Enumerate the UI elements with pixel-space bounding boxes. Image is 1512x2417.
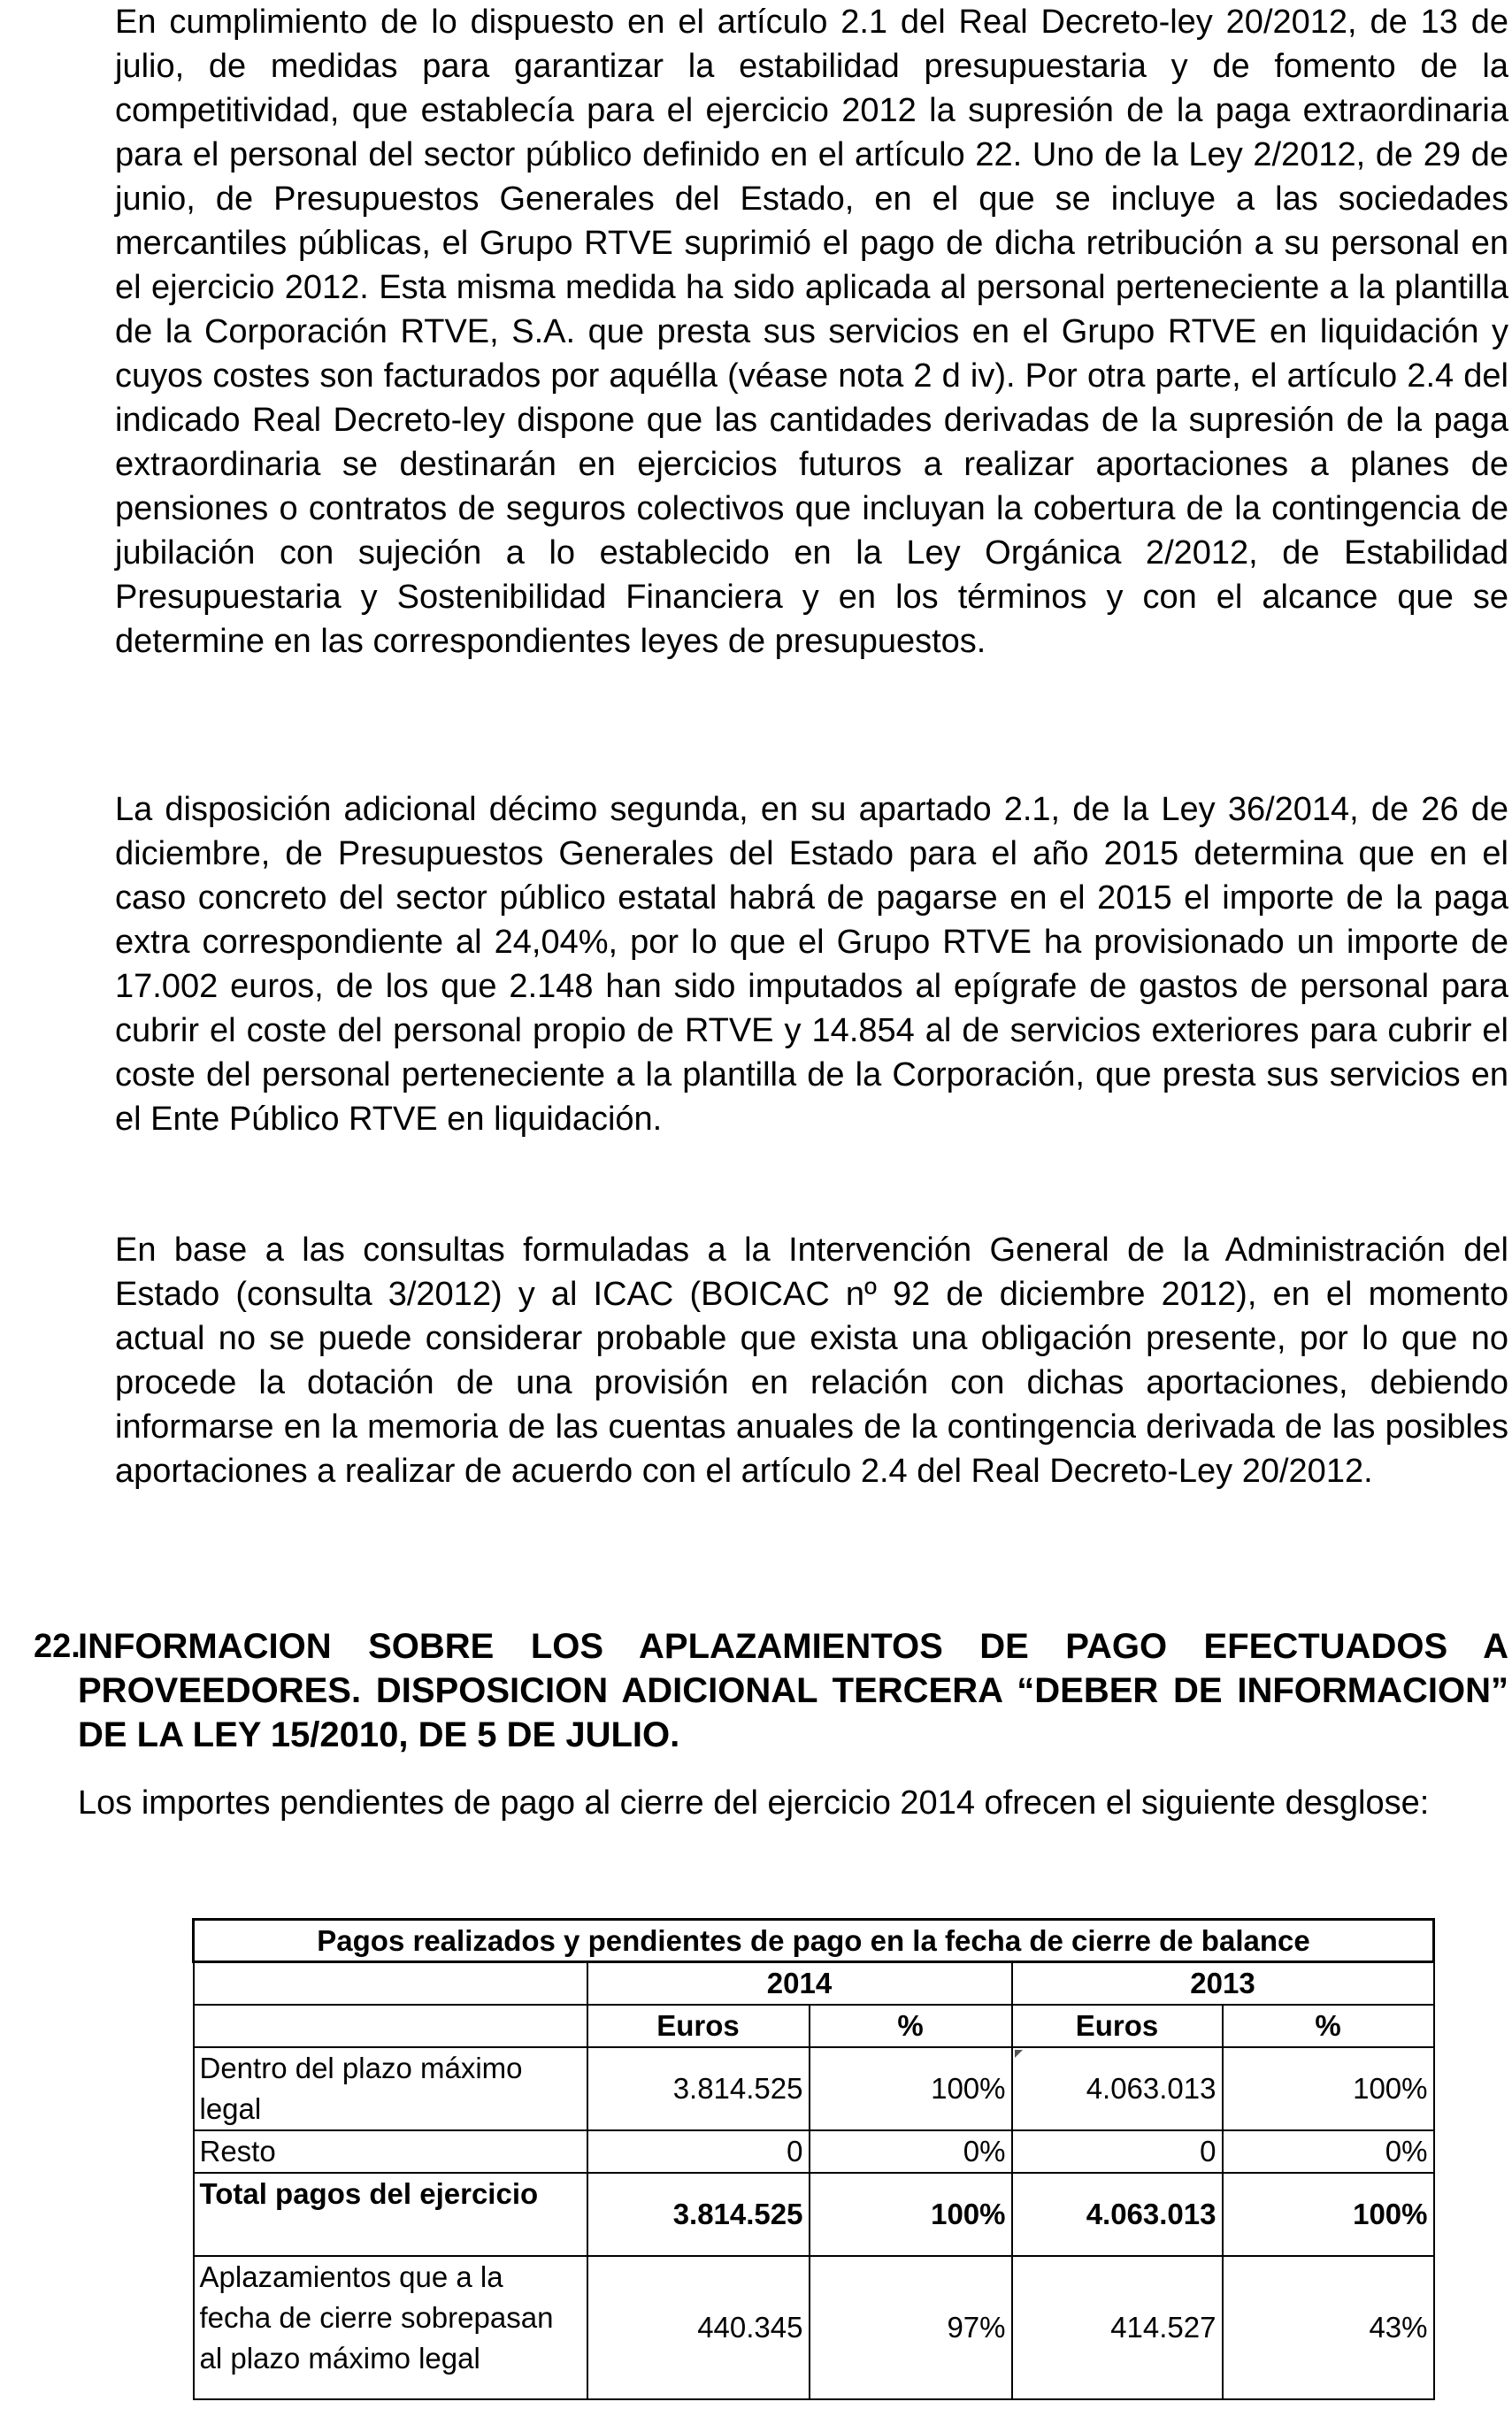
cell-percent-2013: 43%	[1223, 2256, 1434, 2399]
cell-euros-2013: 414.527	[1012, 2256, 1223, 2399]
row-label: Resto	[194, 2130, 587, 2173]
paragraph-importes-pendientes: Los importes pendientes de pago al cierre del ejercicio 2014 ofrecen el siguiente desglose:	[78, 1784, 1430, 1822]
paragraph-disposicion-adicional: La disposición adicional décimo segunda, en su apartado 2.1, de la Ley 36/2014, de 26 de diciembre, de Presupuestos Generales del Estado para el año 2015 determina que en el caso concreto del sector público estatal habrá de pagarse en el 2015 el importe de la paga extra correspondiente al 24,04%, por lo que el Grupo RTVE ha provisionado un importe de 17.002 euros, de los que 2.148 han sido imputados al epígrafe de gastos de personal para cubrir el coste del personal propio de RTVE y 14.854 al de servicios exteriores para cubrir el coste del personal perteneciente a la plantilla de la Corporación, que presta sus servicios en el Ente Público RTVE en liquidación.	[115, 791, 1508, 1138]
cell-euros-2014: 3.814.525	[587, 2047, 810, 2130]
row-label: Aplazamientos que a la fecha de cierre sobrepasan al plazo máximo legal	[194, 2256, 587, 2399]
cell-percent-2014: 100%	[810, 2173, 1012, 2256]
payments-table	[192, 1918, 1435, 2400]
cell-percent-2014: 97%	[810, 2256, 1012, 2399]
table-row	[194, 2047, 1434, 2130]
section-title: INFORMACION SOBRE LOS APLAZAMIENTOS DE PAGO EFECTUADOS A PROVEEDORES. DISPOSICION ADICIONAL TERCERA “DEBER DE INFORMACION” DE LA LEY 15/2010, DE 5 DE JULIO.	[78, 1627, 1508, 1754]
cell-euros-2013: 4.063.013	[1012, 2173, 1223, 2256]
unit-header-percent-2013: %	[1223, 2005, 1434, 2047]
comment-marker-icon	[1015, 2050, 1023, 2058]
row-label: Total pagos del ejercicio	[194, 2173, 587, 2256]
year-header-2013: 2013	[1012, 1962, 1434, 2006]
paragraph-paga-extraordinaria: En cumplimiento de lo dispuesto en el artículo 2.1 del Real Decreto-ley 20/2012, de 13 de julio, de medidas para garantizar la estabilidad presupuestaria y de fomento de la competitividad, que establecía para el ejercicio 2012 la supresión de la paga extraordinaria para el personal del sector público definido en el artículo 22. Uno de la Ley 2/2012, de 29 de junio, de Presupuestos Generales del Estado, en el que se incluye a las sociedades mercantiles públicas, el Grupo RTVE suprimió el pago de dicha retribución a su personal en el ejercicio 2012. Esta misma medida ha sido aplicada al personal perteneciente a la plantilla de la Corporación RTVE, S.A. que presta sus servicios en el Grupo RTVE en liquidación y cuyos costes son facturados por aquélla (véase nota 2 d iv). Por otra parte, el artículo 2.4 del indicado Real Decreto-ley dispone que las cantidades derivadas de la supresión de la paga extraordinaria se destinarán en ejercicios futuros a realizar aportaciones a planes de pensiones o contratos de seguros colectivos que incluyan la cobertura de la contingencia de jubilación con sujeción a lo establecido en la Ley Orgánica 2/2012, de Estabilidad Presupuestaria y Sostenibilidad Financiera y en los términos y con el alcance que se determine en las correspondientes leyes de presupuestos.	[115, 4, 1508, 660]
row-label: Dentro del plazo máximo legal	[194, 2047, 587, 2130]
unit-header-euros-2014: Euros	[587, 2005, 810, 2047]
cell-percent-2013: 100%	[1223, 2173, 1434, 2256]
table-row	[194, 2173, 1434, 2256]
table-header-empty	[194, 2005, 587, 2047]
cell-euros-2013: 0	[1012, 2130, 1223, 2173]
cell-percent-2014: 100%	[810, 2047, 1012, 2130]
table-row	[194, 2130, 1434, 2173]
cell-euros-2014: 3.814.525	[587, 2173, 810, 2256]
paragraph-consultas: En base a las consultas formuladas a la Intervención General de la Administración del Estado (consulta 3/2012) y al ICAC (BOICAC nº 92 de diciembre 2012), en el momento actual no se puede considerar probable que exista una obligación presente, por lo que no procede la dotación de una provisión en relación con dichas aportaciones, debiendo informarse en la memoria de las cuentas anuales de la contingencia derivada de las posibles aportaciones a realizar de acuerdo con el artículo 2.4 del Real Decreto-Ley 20/2012.	[115, 1232, 1508, 1490]
unit-header-percent-2014: %	[810, 2005, 1012, 2047]
unit-header-euros-2013: Euros	[1012, 2005, 1223, 2047]
year-header-2014: 2014	[587, 1962, 1012, 2006]
cell-euros-2014: 440.345	[587, 2256, 810, 2399]
cell-euros-2014: 0	[587, 2130, 810, 2173]
table-row	[194, 2256, 1434, 2399]
cell-percent-2013: 0%	[1223, 2130, 1434, 2173]
cell-value: 4.063.013	[1086, 2072, 1217, 2105]
table-header-empty	[194, 1962, 587, 2006]
cell-percent-2014: 0%	[810, 2130, 1012, 2173]
cell-percent-2013: 100%	[1223, 2047, 1434, 2130]
table-title: Pagos realizados y pendientes de pago en la fecha de cierre de balance	[194, 1920, 1434, 1962]
cell-euros-2013	[1012, 2047, 1223, 2130]
section-number: 22.	[34, 1628, 81, 1665]
